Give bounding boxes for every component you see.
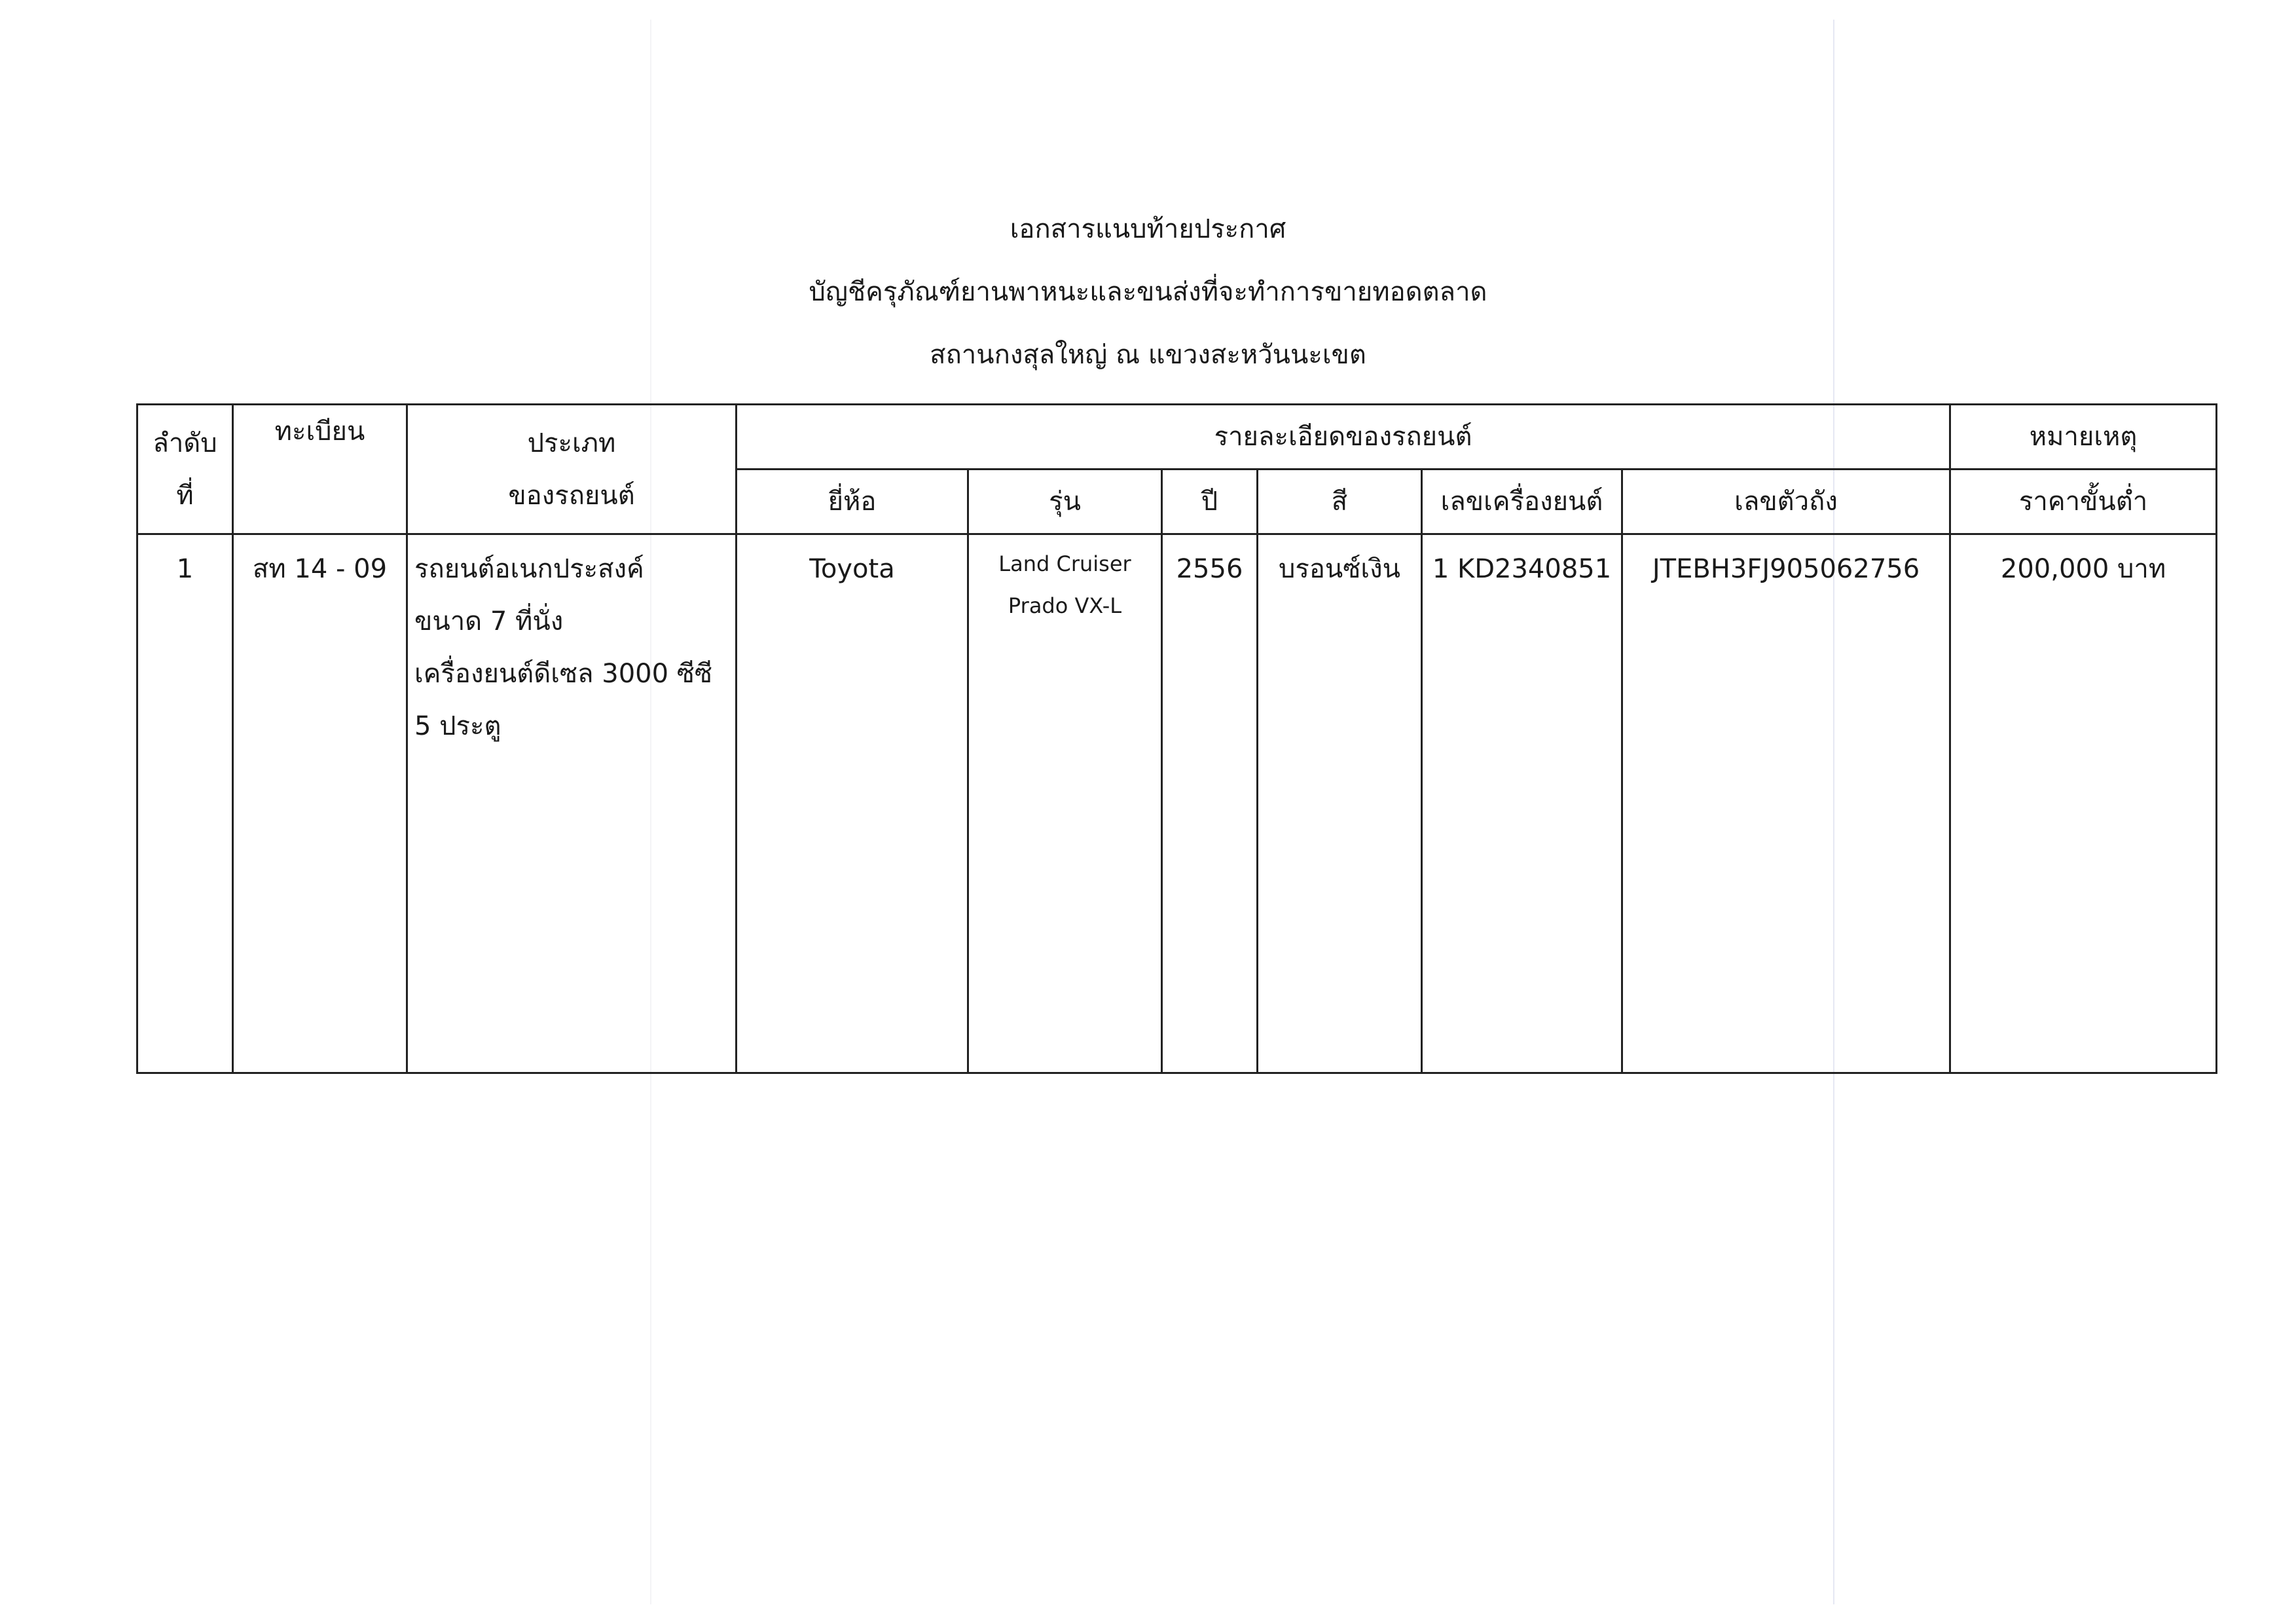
- col-header-engine-no: เลขเครื่องยนต์: [1422, 470, 1622, 534]
- col-header-year: ปี: [1162, 470, 1258, 534]
- header-location: สถานกงสุลใหญ่ ณ แขวงสะหวันนะเขต: [930, 340, 1366, 370]
- cell-registration: สท 14 - 09: [233, 534, 407, 1073]
- col-header-details: รายละเอียดของรถยนต์: [737, 405, 1950, 470]
- cell-brand: Toyota: [737, 534, 968, 1073]
- col-header-remark: หมายเหตุ: [1950, 405, 2217, 470]
- col-header-model: รุ่น: [968, 470, 1162, 534]
- vehicle-type-line: รถยนต์อเนกประสงค์: [414, 554, 644, 584]
- document-header: [0, 216, 2296, 405]
- header-subtitle: บัญชีครุภัณฑ์ยานพาหนะและขนส่งที่จะทำการขายทอดตลาด: [809, 277, 1487, 307]
- col-header-no: [137, 405, 233, 534]
- col-header-chassis-no: เลขตัวถัง: [1622, 470, 1950, 534]
- cell-model: [968, 534, 1162, 1073]
- col-header-type-line2: ของรถยนต์: [508, 480, 635, 511]
- col-header-brand: ยี่ห้อ: [737, 470, 968, 534]
- col-header-no-line1: ลำดับ: [153, 428, 217, 458]
- col-header-min-price: ราคาขั้นต่ำ: [1950, 470, 2217, 534]
- col-header-color: สี: [1258, 470, 1422, 534]
- vehicle-type-line: 5 ประตู: [414, 711, 501, 741]
- header-row-main: [137, 405, 2217, 470]
- cell-no: 1: [137, 534, 233, 1073]
- table-row: [137, 534, 2217, 1073]
- model-line: Land Cruiser: [998, 551, 1131, 576]
- cell-vehicle-type: [407, 534, 737, 1073]
- vehicle-list-table: [136, 403, 2217, 1074]
- vehicle-type-line: เครื่องยนต์ดีเซล 3000 ซีซี: [414, 659, 713, 689]
- vehicle-type-line: ขนาด 7 ที่นั่ง: [414, 606, 564, 637]
- cell-engine-no: 1 KD2340851: [1422, 534, 1622, 1073]
- header-title: เอกสารแนบท้ายประกาศ: [1010, 214, 1286, 244]
- cell-chassis-no: JTEBH3FJ905062756: [1622, 534, 1950, 1073]
- model-line: Prado VX-L: [1008, 593, 1122, 618]
- cell-min-price: 200,000 บาท: [1950, 534, 2217, 1073]
- cell-year: 2556: [1162, 534, 1258, 1073]
- col-header-type: [407, 405, 737, 534]
- cell-color: บรอนซ์เงิน: [1258, 534, 1422, 1073]
- col-header-type-line1: ประเภท: [527, 428, 616, 458]
- col-header-registration: ทะเบียน: [233, 405, 407, 534]
- col-header-no-line2: ที่: [176, 480, 194, 511]
